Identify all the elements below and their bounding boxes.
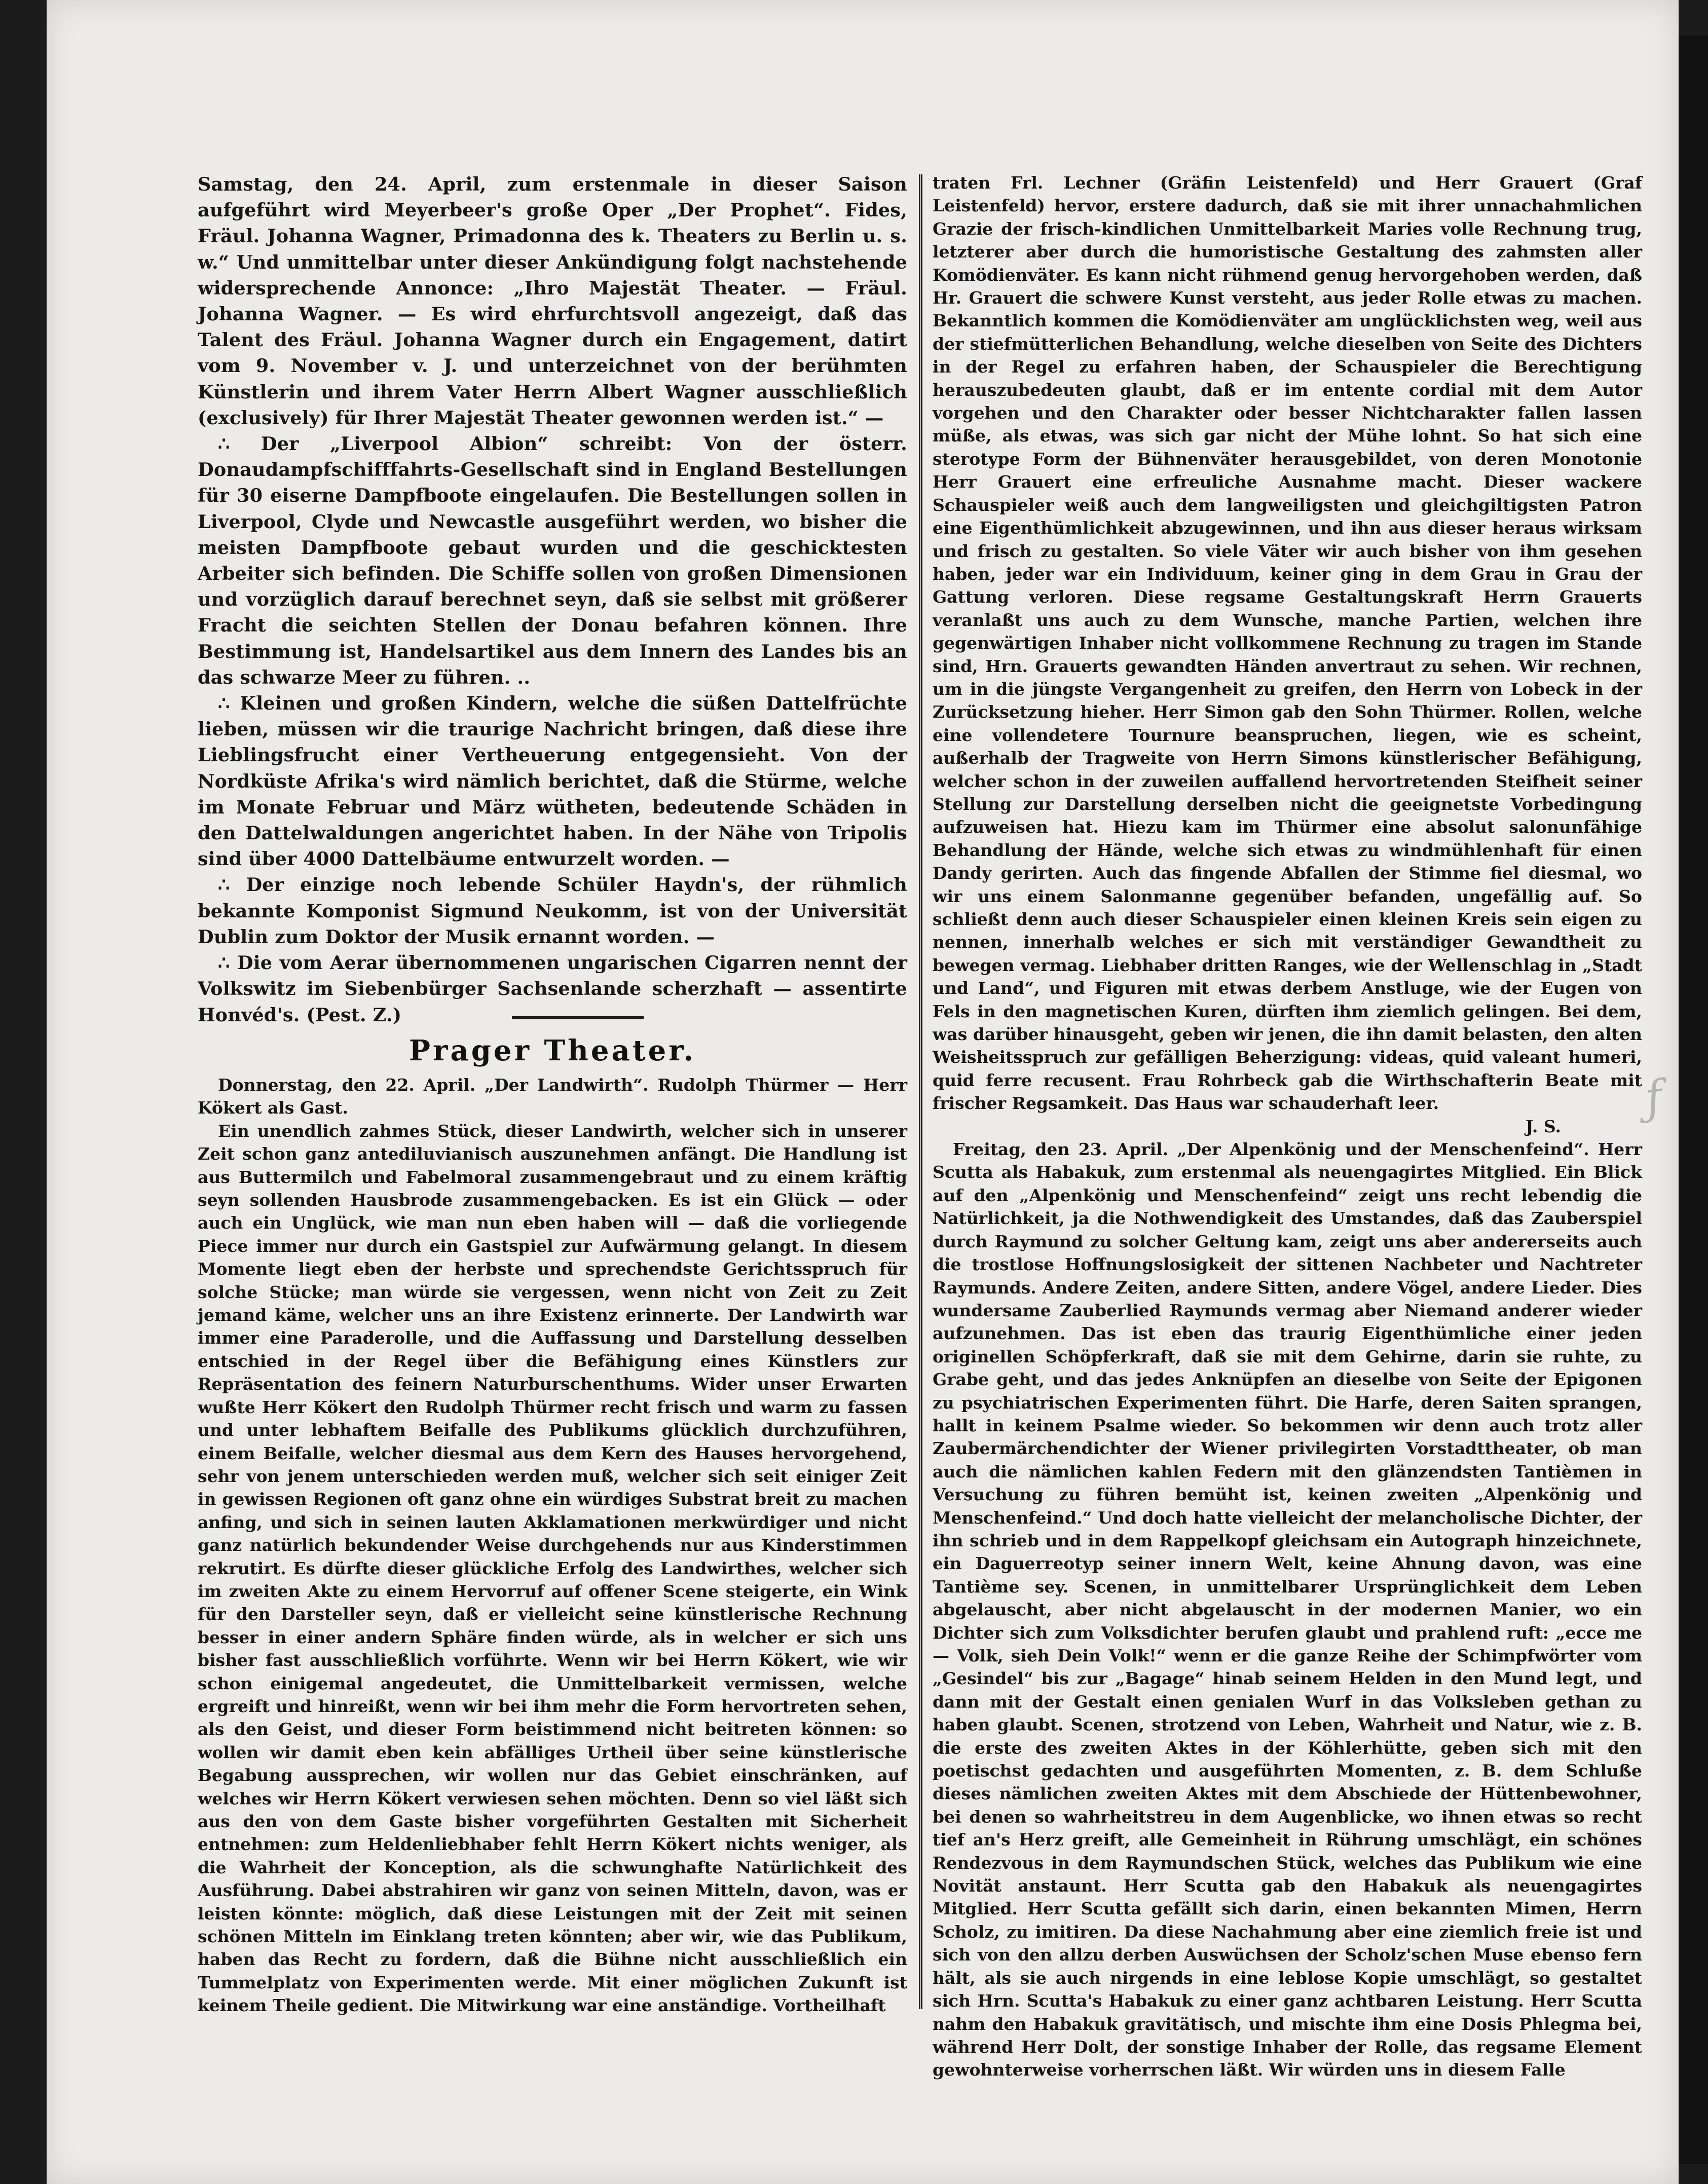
review-intro: Donnerstag, den 22. April. „Der Landwirth“. Rudolph Thürmer — Herr Kökert als Gast. — [198, 1075, 907, 1118]
news-item-cigarren: ∴ Die vom Aerar übernommenen ungarischen Cigarren nennt der Volkswitz im Siebenbürger Sachsenlande scherzhaft — assentirte Honvéd's. (Pest. Z.) — [198, 952, 907, 1026]
review-signature: J. S. — [1525, 1116, 1561, 1136]
review-body-right-2: Freitag, den 23. April. „Der Alpenkönig und der Menschenfeind“. Herr Scutta als Habakuk, zum erstenmal als neuengagirtes Mitglied. Ein Blick auf den „Alpenkönig und Menschenfeind“ zeigt uns recht lebendig die Natürlichkeit, ja die Nothwendigkeit des Umstandes, daß das Zauberspiel durch Raymund zu solcher Geltung kam, zeigt uns aber andererseits auch die trostlose Hoffnungslosigkeit der sittenen Nachbeter und Nachtreter Raymunds. Andere Zeiten, andere Sitten, andere Vögel, andere Lieder. Dies wundersame Zauberlied Raymunds vermag aber Niemand anderer wieder aufzunehmen. Das ist eben das traurig Eigenthümliche einer jeden originellen Schöpferkraft, daß sie mit dem Gehirne, darin sie ruhte, zu Grabe geht, und das jedes Anknüpfen an dieselbe von Seite der Epigonen zu psychiatrischen Experimenten führt. Die Harfe, deren Saiten sprangen, hallt in keinem Psalme wieder. So bekommen wir denn auch trotz aller Zaubermärchendichter der Wiener privilegirten Vorstadttheater, ob man auch die nämlichen kahlen Federn mit den glänzendsten Tantièmen in Versuchung zu führen bemüht ist, keinen zweiten „Alpenkönig und Menschenfeind.“ Und doch hatte vielleicht der melancholische Dichter, der ihn schrieb und in dem Rappelkopf gleichsam ein Autograph hinzeichnete, ein Daguerreotyp seiner innern Welt, keine Ahnung davon, was eine Tantième sey. Scenen, in unmittelbarer Ursprünglichkeit dem Leben abgelauscht, aber nicht abgelauscht in der modernen Manier, wo ein Dichter sich zum Volksdichter berufen glaubt und prahlend ruft: „ecce me — Volk, sieh Dein Volk!“ wenn er die ganze Reihe der Schimpfwörter vom „Gesindel“ bis zur „Bagage“ hinab seinem Helden in den Mund legt, und dann mit der Gestalt einen genialen Wurf in das Volksleben gethan zu haben glaubt. Scenen, strotzend von Leben, Wahrheit und Natur, wie z. B. die erste des zweiten Aktes in der Köhlerhütte, geben sich mit den poetischst gedachten und ausgeführten Momenten, z. B. dem Schluße dieses nämlichen zweiten Aktes mit dem Abschiede der Hüttenbewohner, bei denen so wahrheitstreu in dem Augenblicke, wo ihnen etwas so recht tief an's Herz greift, alle Gemeinheit in Rührung umschlägt, ein schönes Rendezvous in dem Raymundschen Stück, welches das Publikum wie eine Novität anstaunt. Herr Scutta gab den Habakuk als neuengagirtes Mitglied. Herr Scutta gefällt sich darin, einen bekannten Mimen, Herrn Scholz, zu imitiren. Da diese Nachahmung aber eine ziemlich freie ist und sich von den allzu derben Auswüchsen der Scholz'schen Muse ebenso fern hält, als sie auch nirgends in eine leblose Kopie umschlägt, so gestaltet sich Hrn. Scutta's Habakuk zu einer ganz achtbaren Leistung. Herr Scutta nahm den Habakuk gravitätisch, und mischte ihm eine Dosis Phlegma bei, während Herr Dolt, der sonstige Inhaber der Rolle, das regsame Element gewohnterweise vorherrschen läßt. Wir würden uns in diesem Falle — [933, 1139, 1642, 2080]
theater-review-left — [198, 1074, 907, 2017]
news-item-prophet: Samstag, den 24. April, zum erstenmale in dieser Saison aufgeführt wird Meyerbeer's große Oper „Der Prophet“. Fides, Fräul. Johanna Wagner, Primadonna des k. Theaters zu Berlin u. s. w.“ Und unmittelbar unter dieser Ankündigung folgt nachstehende widersprechende Annonce: „Ihro Majestät Theater. — Fräul. Johanna Wagner. — Es wird ehrfurchtsvoll angezeigt, daß das Talent des Fräul. Johanna Wagner durch ein Engagement, datirt vom 9. November v. J. und unterzeichnet von der berühmten Künstlerin und ihrem Vater Herrn Albert Wagner ausschließlich (exclusively) für Ihrer Majestät Theater gewonnen werden ist.“ — — [198, 173, 907, 429]
news-item-donau: ∴ Der „Liverpool Albion“ schreibt: Von der österr. Donaudampfschifffahrts-Gesellschaft sind in England Bestellungen für 30 eiserne Dampfboote eingelaufen. Die Bestellungen sollen in Liverpool, Clyde und Newcastle ausgeführt werden, wo bisher die meisten Dampfboote gebaut wurden und die geschicktesten Arbeiter sich befinden. Die Schiffe sollen von großen Dimensionen und vorzüglich darauf berechnet seyn, daß sie selbst mit größerer Fracht die seichten Stellen der Donau befahren können. Ihre Bestimmung ist, Handelsartikel aus dem Innern des Landes bis an das schwarze Meer zu führen. .. — [198, 433, 907, 688]
section-divider — [512, 1016, 644, 1019]
theater-review-right — [933, 171, 1642, 2082]
column-rule — [919, 174, 922, 2009]
news-item-datteln: ∴ Kleinen und großen Kindern, welche die süßen Dattelfrüchte lieben, müssen wir die traurige Nachricht bringen, daß diese ihre Lieblingsfrucht einer Vertheuerung entgegensieht. Von der Nordküste Afrika's wird nämlich berichtet, daß die Stürme, welche im Monate Februar und März wütheten, bedeutende Schäden in den Dattelwaldungen angerichtet haben. In der Nähe von Tripolis sind über 4000 Dattelbäume entwurzelt worden. — — [198, 692, 907, 870]
ink-mark: ƒ — [1642, 1070, 1666, 1126]
review-body-left: Ein unendlich zahmes Stück, dieser Landwirth, welcher sich in unserer Zeit schon ganz antediluvianisch auszunehmen anfängt. Die Handlung ist aus Buttermilch und Fabelmoral zusammengebraut und zu einem kräftig seyn sollenden Hausbrode zusammengebacken. Es ist ein Glück — oder auch ein Unglück, wie man nun eben haben will — daß die vorliegende Piece immer nur durch ein Gastspiel zur Aufwärmung gelangt. In diesem Momente liegt eben der herbste und sprechendste Gerichtsspruch für solche Stücke; man würde sie vergessen, wenn nicht von Zeit zu Zeit jemand käme, welcher uns an ihre Existenz erinnerte. Der Landwirth war immer eine Paraderolle, und die Auffassung und Darstellung desselben entschied in der Regel über die Befähigung eines Künstlers zur Repräsentation des feinern Naturburschenthums. Wider unser Erwarten wußte Herr Kökert den Rudolph Thürmer recht frisch und warm zu fassen und unter lebhaftem Beifalle des Publikums glücklich durchzuführen, einem Beifalle, welcher diesmal aus dem Kern des Hauses hervorgehend, sehr von jenem unterschieden werden muß, welcher sich seit einiger Zeit in gewissen Regionen oft ganz ohne ein würdiges Substrat breit zu machen anfing, und sich in seinen lauten Akklamationen merkwürdiger und nicht ganz natürlich bekundender Weise durchgehends nur aus Kinderstimmen rekrutirt. Es dürfte dieser glückliche Erfolg des Landwirthes, welcher sich im zweiten Akte zu einem Hervorruf auf offener Scene steigerte, ein Wink für den Darsteller seyn, daß er vielleicht seine künstlerische Rechnung besser in einer andern Sphäre finden würde, als in welcher er sich uns bisher fast ausschließlich vorführte. Wenn wir bei Herrn Kökert, wie wir schon einigemal angedeutet, die Unmittelbarkeit vermissen, welche ergreift und hinreißt, wenn wir bei ihm mehr die Form hervortreten sehen, als den Geist, und dieser Form beistimmend nicht beitreten können: so wollen wir damit eben kein abfälliges Urtheil über seine künstlerische Begabung aussprechen, wir wollen nur das Gebiet einschränken, auf welches wir Herrn Kökert verwiesen sehen möchten. Denn so viel läßt sich aus den von dem Gaste bisher vorgeführten Gestalten mit Sicherheit entnehmen: zum Heldenliebhaber fehlt Herrn Kökert nichts weniger, als die Wahrheit der Konception, als die schwunghafte Natürlichkeit des Ausführung. Dabei abstrahiren wir ganz von seinen Mitteln, davon, was er leisten könnte: möglich, daß diese Leistungen mit der Zeit mit seinen schönen Mitteln im Einklang treten könnten; aber wir, wie das Publikum, haben das Recht zu fordern, daß die Bühne nicht ausschließlich ein Tummelplatz von Experimenten werde. Mit einer möglichen Zukunft ist keinem Theile gedient. Die Mitwirkung war eine anständige. Vortheilhaft — [198, 1121, 907, 2016]
review-body-right: traten Frl. Lechner (Gräfin Leistenfeld) und Herr Grauert (Graf Leistenfeld) hervor, erstere dadurch, daß sie mit ihrer unnachahmlichen Grazie der frisch-kindlichen Unmittelbarkeit Maries volle Rechnung trug, letzterer aber durch die humoristische Gestaltung des zahmsten aller Komödienväter. Es kann nicht rühmend genug hervorgehoben werden, daß Hr. Grauert die schwere Kunst versteht, aus jeder Rolle etwas zu machen. Bekanntlich kommen die Komödienväter am unglücklichsten weg, weil aus der stiefmütterlichen Behandlung, welche dieselben von Seite des Dichters in der Regel zu erfahren haben, der Schauspieler die Berechtigung herauszubedeuten glaubt, daß er im entente cordial mit dem Autor vorgehen und den Charakter oder besser Nichtcharakter fallen lassen müße, als etwas, was sich gar nicht der Mühe lohnt. So hat sich eine sterotype Form der Bühnenväter herausgebildet, von deren Monotonie Herr Grauert eine erfreuliche Ausnahme macht. Dieser wackere Schauspieler weiß auch dem langweiligsten und gleichgiltigsten Patron eine Eigenthümlichkeit abzugewinnen, und ihn aus dieser heraus wirksam und frisch zu gestalten. So viele Väter wir auch bisher von ihm gesehen haben, jeder war ein Individuum, keiner ging in dem Grau in Grau der Gattung verloren. Diese regsame Gestaltungskraft Herrn Grauerts veranlaßt uns auch zu dem Wunsche, manche Partien, welchen ihre gegenwärtigen Inhaber nicht vollkommene Rechnung zu tragen im Stande sind, Hrn. Grauerts gewandten Händen anvertraut zu sehen. Wir rechnen, um in die jüngste Vergangenheit zu greifen, den Herrn von Lobeck in der Zurücksetzung hieher. Herr Simon gab den Sohn Thürmer. Rollen, welche eine vollendetere Tournure beanspruchen, liegen, wie es scheint, außerhalb der Tragweite von Herrn Simons künstlerischer Befähigung, welcher schon in der zuweilen auffallend hervortretenden Steifheit seiner Stellung zur Darstellung derselben nicht die geeignetste Vorbedingung aufzuweisen hat. Hiezu kam im Thürmer eine absolut salonunfähige Behandlung der Hände, welche sich etwas zu windmühlenhaft für einen Dandy gerirten. Auch das fingende Abfallen der Stimme fiel diesmal, wo wir uns einem Salonmanne gegenüber befanden, ungefällig auf. So schließt denn auch dieser Schauspieler einen kleinen Kreis sein eigen zu nennen, innerhalb welches er sich mit verständiger Gewandtheit zu bewegen vermag. Liebhaber dritten Ranges, wie der Wellenschlag in „Stadt und Land“, und Figuren mit etwas derbem Anstluge, wie der Eugen von Fels in den magnetischen Kuren, dürften ihm ziemlich gelingen. Bei dem, was darüber hinausgeht, geben wir jenen, die ihn damit belasten, den alten Weisheitsspruch zur gefälligen Beherzigung: videas, quid valeant humeri, quid ferre recusent. Frau Rohrbeck gab die Wirthschafterin Beate mit frischer Regsamkeit. Das Haus war schauderhaft leer. — [933, 173, 1642, 1114]
news-item-neukomm: ∴ Der einzige noch lebende Schüler Haydn's, der rühmlich bekannte Komponist Sigmund Neukomm, ist von der Universität Dublin zum Doktor der Musik ernannt worden. — — [198, 874, 907, 948]
section-heading: Prager Theater. — [409, 1034, 696, 1067]
left-column-news — [198, 171, 907, 1028]
